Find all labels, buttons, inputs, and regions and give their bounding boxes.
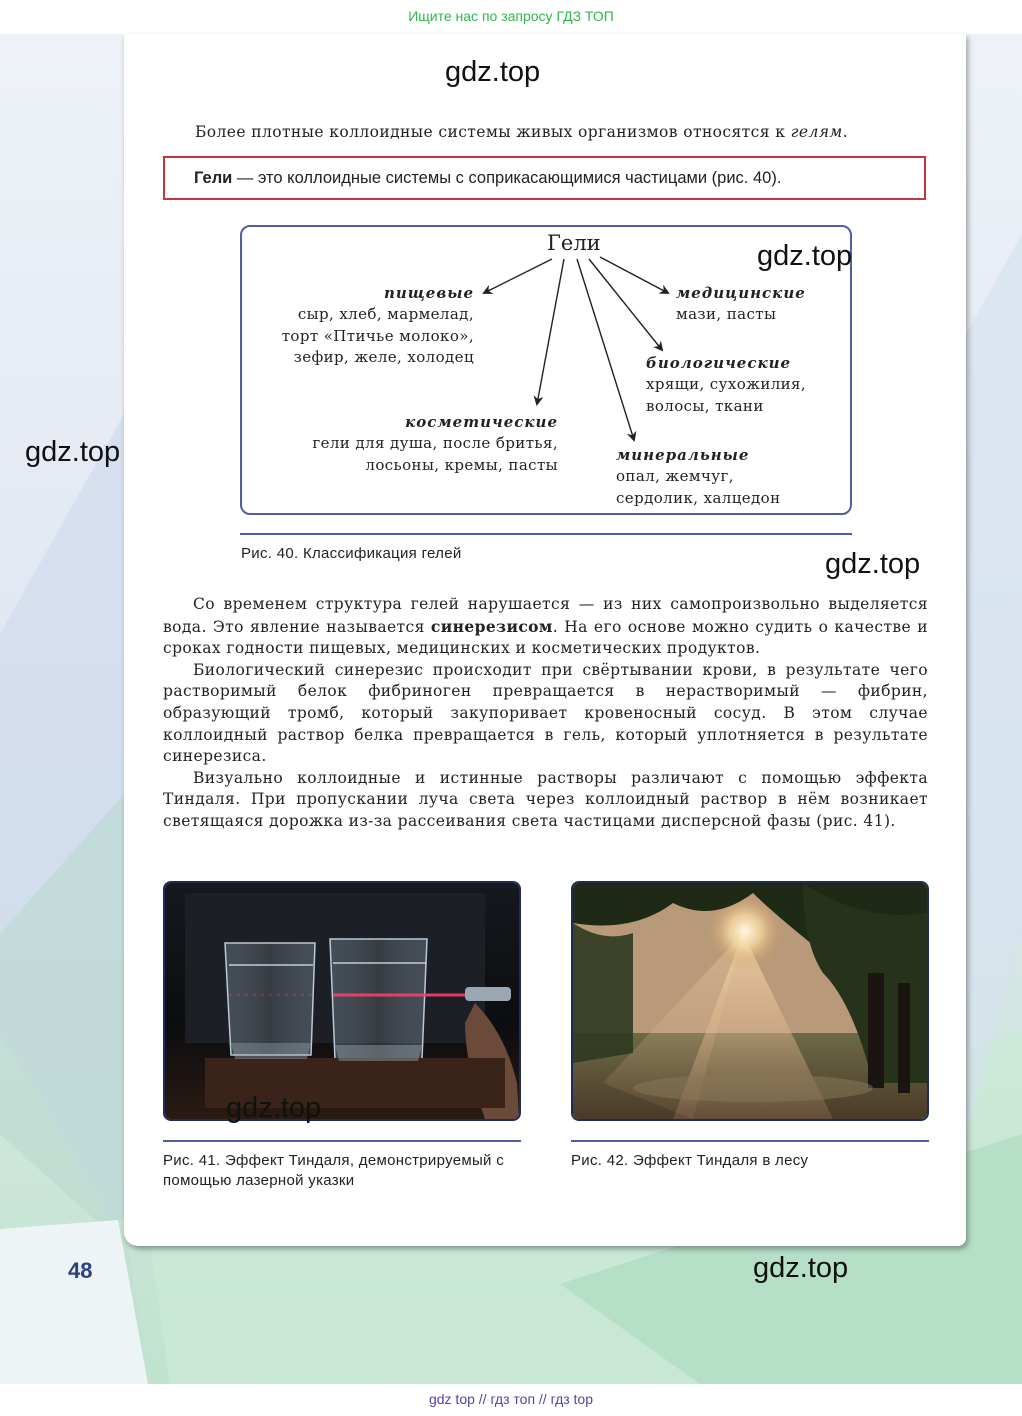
paragraph-biological-syneresis: Биологический синерезис происходит при свёртывании крови, в результате чего растворимый белок фибриноген превращается в нерастворимый — фибрин, образующий тромб, который закупоривает кровеносный сосуд. В этом случае коллоидный раствор белка превращается в гель, который уплотняется в результате синерезиса.: [163, 660, 928, 766]
diagram-rule: [240, 533, 852, 535]
watermark: gdz.top: [226, 1092, 322, 1124]
figure-41-caption: Рис. 41. Эффект Тиндаля, демонстрируемый с помощью лазерной указки: [163, 1152, 504, 1189]
paragraph-tyndall: Визуально коллоидные и истинные растворы различают с помощью эффекта Тиндаля. При пропускании луча света через коллоидный раствор в нём возникает светящаяся дорожка из-за рассеивания света частицами дисперсной фазы (рис. 41).: [163, 768, 928, 830]
watermark: gdz.top: [753, 1252, 849, 1284]
arrow-mineral: [577, 259, 634, 440]
watermark: gdz.top: [825, 548, 921, 580]
tyndall-forest-photo: [571, 881, 929, 1121]
figure-42-caption: Рис. 42. Эффект Тиндаля в лесу: [571, 1152, 809, 1169]
watermark: gdz.top: [757, 240, 853, 272]
category-mineral: минеральные: [616, 446, 750, 464]
category-biological: биологические: [646, 354, 792, 372]
figure-42-rule: [571, 1140, 929, 1142]
category-food: пищевые: [383, 284, 474, 302]
arrow-medical: [600, 257, 668, 293]
category-medical: медицинские: [676, 284, 806, 302]
category-food-items: сыр, хлеб, мармелад, торт «Птичье молоко», зефир, желе, холодец: [281, 305, 474, 366]
definition-box: [163, 156, 926, 200]
tyndall-laser-photo: [163, 881, 521, 1121]
category-biological-items: хрящи, сухожилия, волосы, ткани: [646, 375, 807, 415]
figure-40-caption: Рис. 40. Классификация гелей: [241, 545, 462, 562]
diagram-title: Гели: [547, 231, 601, 255]
top-banner[interactable]: Ищите нас по запросу ГДЗ ТОП: [0, 0, 1022, 34]
category-cosmetic-items: гели для душа, после бритья, лосьоны, кремы, пасты: [312, 434, 558, 474]
body-text: [163, 594, 928, 833]
category-cosmetic: косметические: [405, 413, 558, 431]
category-mineral-items: опал, жемчуг, сердолик, халцедон: [616, 467, 781, 507]
page-number: 48: [68, 1258, 93, 1283]
definition-text: — это коллоидные системы с соприкасающимися частицами (рис. 40).: [232, 169, 782, 187]
arrow-cosmetic: [537, 259, 564, 404]
paragraph-syneresis: Со временем структура гелей нарушается — из них самопроизвольно выделяется вода. Это явление называется синерезисом. На его основе можно судить о качестве и сроках годности пищевых, медицинских и косметических продуктов.: [163, 595, 928, 658]
arrow-food: [484, 259, 552, 293]
watermark: gdz.top: [25, 436, 121, 468]
intro-paragraph: Более плотные коллоидные системы живых организмов относятся к гелям.: [195, 123, 848, 141]
bottom-banner[interactable]: gdz top // гдз топ // гдз top: [0, 1384, 1022, 1416]
definition-term: Гели: [194, 169, 233, 187]
arrow-biological: [589, 259, 662, 350]
figure-41-rule: [163, 1140, 521, 1142]
category-medical-items: мази, пасты: [676, 305, 777, 323]
watermark: gdz.top: [445, 56, 541, 88]
